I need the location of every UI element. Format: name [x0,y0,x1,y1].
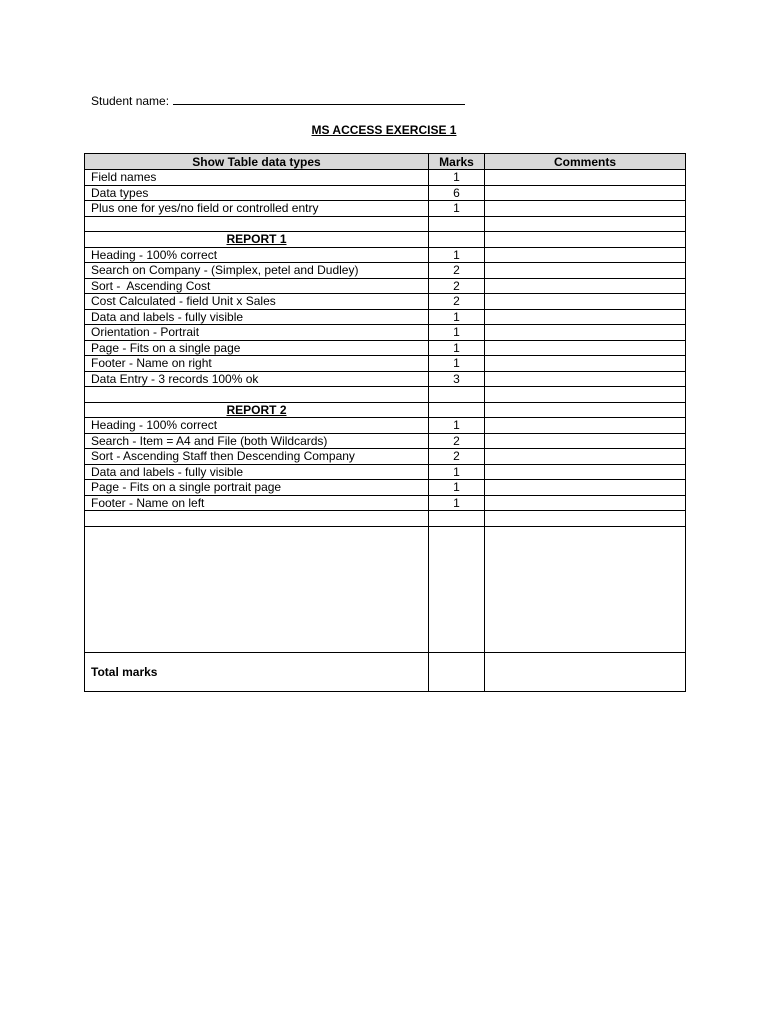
marks-cell: 1 [429,356,485,372]
criterion-cell: Data types [85,185,429,201]
comments-cell[interactable] [485,278,686,294]
table-row [85,340,686,356]
comments-cell[interactable] [485,170,686,186]
comments-cell[interactable] [485,480,686,496]
marks-cell: 1 [429,418,485,434]
marks-cell: 2 [429,449,485,465]
comments-cell[interactable] [485,294,686,310]
criterion-cell: Orientation - Portrait [85,325,429,341]
section-heading-row [85,402,686,418]
report2-heading: REPORT 2 [85,402,429,418]
table-row [85,356,686,372]
criterion-cell [85,387,429,403]
table-row [85,185,686,201]
total-marks-label: Total marks [85,652,429,691]
marks-cell: 2 [429,278,485,294]
report1-heading: REPORT 1 [85,232,429,248]
marks-cell [429,232,485,248]
comments-cell[interactable] [485,340,686,356]
marks-cell: 2 [429,294,485,310]
table-row [85,325,686,341]
student-name-blank[interactable] [173,92,465,105]
criterion-cell [85,511,429,527]
comments-cell[interactable] [485,371,686,387]
table-row [85,201,686,217]
table-row [85,464,686,480]
comments-cell[interactable] [485,495,686,511]
criteria-header: Show Table data types [85,154,429,170]
comments-cell[interactable] [485,185,686,201]
marks-cell [429,216,485,232]
marks-header: Marks [429,154,485,170]
table-row [85,263,686,279]
criterion-cell: Search on Company - (Simplex, petel and Dudley) [85,263,429,279]
comments-cell[interactable] [485,449,686,465]
comments-cell[interactable] [485,201,686,217]
criterion-cell: Sort - Ascending Staff then Descending Company [85,449,429,465]
table-header-row [85,154,686,170]
comments-cell[interactable] [485,232,686,248]
criterion-cell: Data and labels - fully visible [85,464,429,480]
marks-cell: 3 [429,371,485,387]
total-marks-cell[interactable] [429,652,485,691]
criterion-cell: Footer - Name on left [85,495,429,511]
empty-row [85,511,686,527]
table-row [85,480,686,496]
criterion-cell: Data and labels - fully visible [85,309,429,325]
criterion-cell: Heading - 100% correct [85,247,429,263]
criterion-cell: Sort - Ascending Cost [85,278,429,294]
empty-row [85,216,686,232]
criterion-cell: Field names [85,170,429,186]
table-row [85,418,686,434]
empty-row [85,526,686,652]
document-title: MS ACCESS EXERCISE 1 [311,123,457,137]
comments-cell[interactable] [485,526,686,652]
marking-table [84,153,686,692]
comments-cell[interactable] [485,263,686,279]
criterion-cell: Search - Item = A4 and File (both Wildcards) [85,433,429,449]
marks-cell: 1 [429,480,485,496]
comments-cell[interactable] [485,464,686,480]
criterion-cell: Page - Fits on a single portrait page [85,480,429,496]
marks-cell: 1 [429,325,485,341]
criterion-cell: Heading - 100% correct [85,418,429,434]
marks-cell: 1 [429,464,485,480]
criterion-cell [85,526,429,652]
comments-cell[interactable] [485,356,686,372]
marks-cell: 1 [429,170,485,186]
criterion-cell: Data Entry - 3 records 100% ok [85,371,429,387]
table-row [85,278,686,294]
comments-cell[interactable] [485,418,686,434]
table-row [85,170,686,186]
criterion-cell: Cost Calculated - field Unit x Sales [85,294,429,310]
marks-cell [429,526,485,652]
empty-row [85,387,686,403]
criterion-cell: Plus one for yes/no field or controlled entry [85,201,429,217]
table-row [85,449,686,465]
student-name-line [91,92,465,108]
comments-cell[interactable] [485,402,686,418]
comments-cell[interactable] [485,216,686,232]
table-row [85,433,686,449]
table-row [85,247,686,263]
marks-cell: 1 [429,309,485,325]
marks-cell: 6 [429,185,485,201]
total-comments-cell[interactable] [485,652,686,691]
marks-cell: 1 [429,247,485,263]
comments-cell[interactable] [485,387,686,403]
marks-cell: 2 [429,263,485,279]
table-row [85,495,686,511]
marks-cell [429,511,485,527]
table-row [85,371,686,387]
comments-cell[interactable] [485,511,686,527]
comments-cell[interactable] [485,247,686,263]
criterion-cell [85,216,429,232]
marks-cell [429,402,485,418]
comments-cell[interactable] [485,325,686,341]
marks-cell: 1 [429,201,485,217]
section-heading-row [85,232,686,248]
marks-cell [429,387,485,403]
comments-cell[interactable] [485,309,686,325]
criterion-cell: Footer - Name on right [85,356,429,372]
comments-header: Comments [485,154,686,170]
table-row [85,294,686,310]
marks-cell: 1 [429,340,485,356]
criterion-cell: Page - Fits on a single page [85,340,429,356]
table-row [85,309,686,325]
comments-cell[interactable] [485,433,686,449]
total-row [85,652,686,691]
marks-cell: 2 [429,433,485,449]
student-name-label: Student name: [91,94,170,108]
marks-cell: 1 [429,495,485,511]
